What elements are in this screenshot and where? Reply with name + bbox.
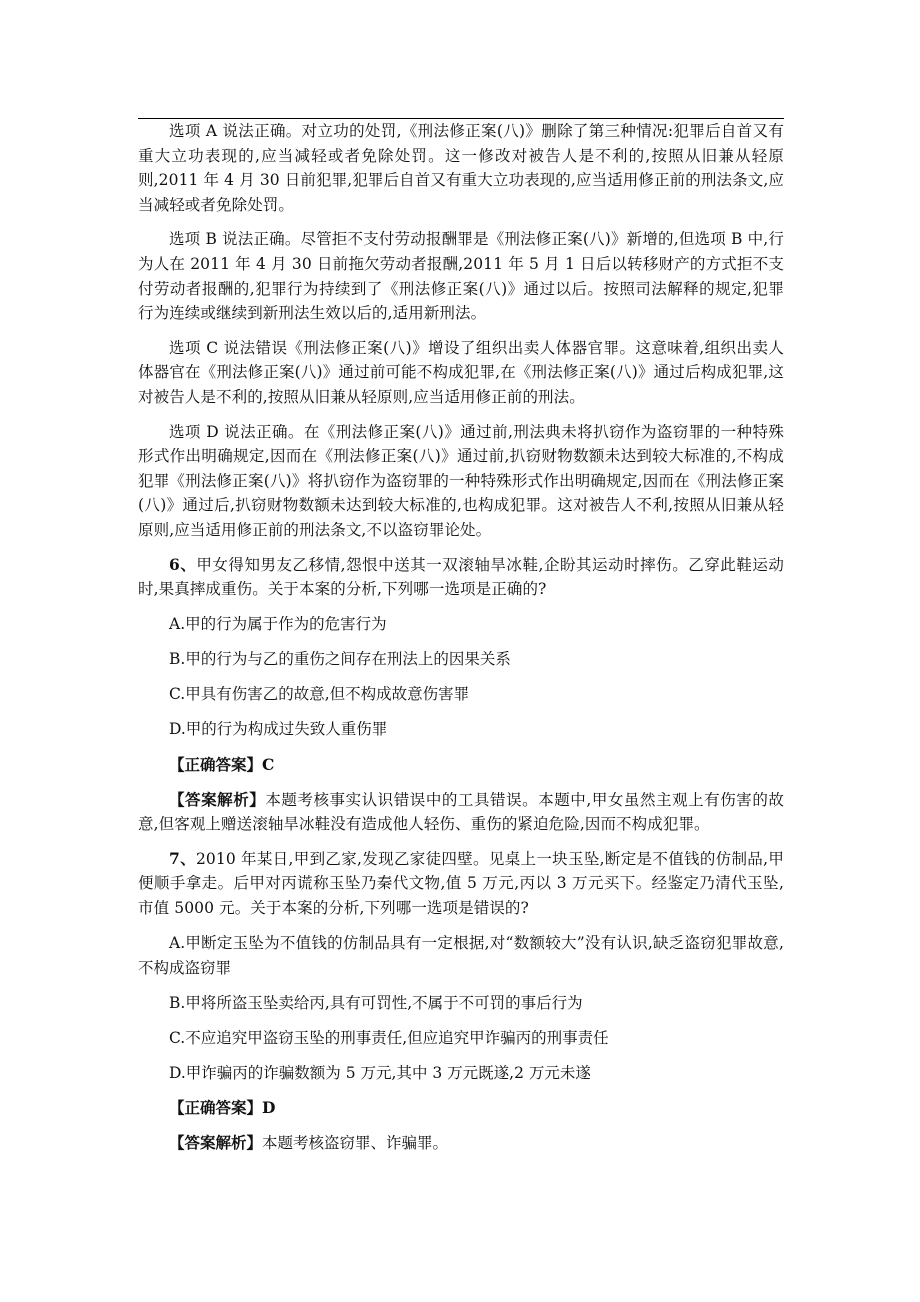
answer-label: 【正确答案】 bbox=[169, 1098, 263, 1118]
question-6-number: 6、 bbox=[169, 554, 197, 574]
document-body bbox=[138, 119, 784, 1156]
question-7-option-b: B.甲将所盗玉坠卖给丙,具有可罚性,不属于不可罚的事后行为 bbox=[169, 993, 583, 1012]
paragraph-option-c-explanation: 选项 C 说法错误《刑法修正案(八)》增设了组织出卖人体器官罪。这意味着,组织出卖人体器官在《刑法修正案(八)》通过前可能不构成犯罪,在《刑法修正案(八)》通过后构成犯罪,这对被告人是不利的,按照从旧兼从轻原则,应当适用修正前的刑法。 bbox=[138, 338, 784, 406]
analysis-text: 本题考核事实认识错误中的工具错误。本题中,甲女虽然主观上有伤害的故意,但客观上赠送滚轴旱冰鞋没有造成他人轻伤、重伤的紧迫危险,因而不构成犯罪。 bbox=[138, 790, 784, 834]
paragraph-option-d-explanation: 选项 D 说法正确。在《刑法修正案(八)》通过前,刑法典未将扒窃作为盗窃罪的一种特殊形式作出明确规定,因而在《刑法修正案(八)》通过前,扒窃财物数额未达到较大标准的,不构成犯罪《刑法修正案(八)》将扒窃作为盗窃罪的一种特殊形式作出明确规定,因而在《刑法修正案(八)》通过后,扒窃财物数额未达到较大标准的,也构成犯罪。这对被告人不利,按照从旧兼从轻原则,应当适用修正前的刑法条文,不以盗窃罪论处。 bbox=[138, 422, 784, 539]
question-7-text: 2010 年某日,甲到乙家,发现乙家徒四壁。见桌上一块玉坠,断定是不值钱的仿制品,甲便顺手拿走。后甲对丙谎称玉坠乃秦代文物,值 5 万元,丙以 3 万元买下。经鉴定乃清代玉坠,市值 5000 元。关于本案的分析,下列哪一选项是错误的? bbox=[138, 849, 784, 918]
question-7-answer bbox=[138, 1096, 784, 1121]
question-7-option-d: D.甲诈骗丙的诈骗数额为 5 万元,其中 3 万元既遂,2 万元未遂 bbox=[169, 1064, 591, 1082]
paragraph-option-a-explanation: 选项 A 说法正确。对立功的处罚,《刑法修正案(八)》删除了第三种情况:犯罪后自首又有重大立功表现的,应当减轻或者免除处罚。这一修改对被告人是不利的,按照从旧兼从轻原则,2011 年 4 月 30 日前犯罪,犯罪后自首又有重大立功表现的,应当适用修正前的刑法条文,应当减轻或者免除处罚。 bbox=[138, 122, 784, 214]
question-6-option-a: A.甲的行为属于作为的危害行为 bbox=[169, 615, 387, 634]
question-6-stem bbox=[138, 553, 784, 602]
question-6-option-b: B.甲的行为与乙的重伤之间存在刑法上的因果关系 bbox=[169, 650, 511, 669]
answer-value: C bbox=[262, 754, 275, 774]
question-7-option-c: C.不应追究甲盗窃玉坠的刑事责任,但应追究甲诈骗丙的刑事责任 bbox=[169, 1028, 609, 1047]
analysis-label: 【答案解析】 bbox=[169, 789, 266, 809]
question-6-text: 甲女得知男友乙移情,怨恨中送其一双滚轴旱冰鞋,企盼其运动时摔伤。乙穿此鞋运动时,果真摔成重伤。关于本案的分析,下列哪一选项是正确的? bbox=[138, 555, 784, 599]
answer-value: D bbox=[262, 1098, 276, 1118]
question-6-answer bbox=[138, 753, 784, 778]
question-7-number: 7、 bbox=[169, 848, 196, 868]
question-6-option-c: C.甲具有伤害乙的故意,但不构成故意伤害罪 bbox=[169, 685, 470, 704]
question-7-option-a: A.甲断定玉坠为不值钱的仿制品具有一定根据,对“数额较大”没有认识,缺乏盗窃犯罪故意,不构成盗窃罪 bbox=[138, 934, 784, 977]
analysis-label: 【答案解析】 bbox=[169, 1133, 263, 1153]
question-7-stem bbox=[138, 847, 784, 921]
answer-label: 【正确答案】 bbox=[169, 754, 263, 774]
question-6-analysis bbox=[138, 788, 784, 837]
question-7-analysis bbox=[138, 1131, 784, 1156]
analysis-text: 本题考核盗窃罪、诈骗罪。 bbox=[262, 1134, 449, 1153]
question-6-option-d: D.甲的行为构成过失致人重伤罪 bbox=[169, 720, 388, 739]
paragraph-option-b-explanation: 选项 B 说法正确。尽管拒不支付劳动报酬罪是《刑法修正案(八)》新增的,但选项 B 中,行为人在 2011 年 4 月 30 日前拖欠劳动者报酬,2011 年 5 月 1 日后以转移财产的方式拒不支付劳动者报酬的,犯罪行为持续到了《刑法修正案(八)》通过以后。按照司法解释的规定,犯罪行为连续或继续到新刑法生效以后的,适用新刑法。 bbox=[138, 230, 784, 323]
